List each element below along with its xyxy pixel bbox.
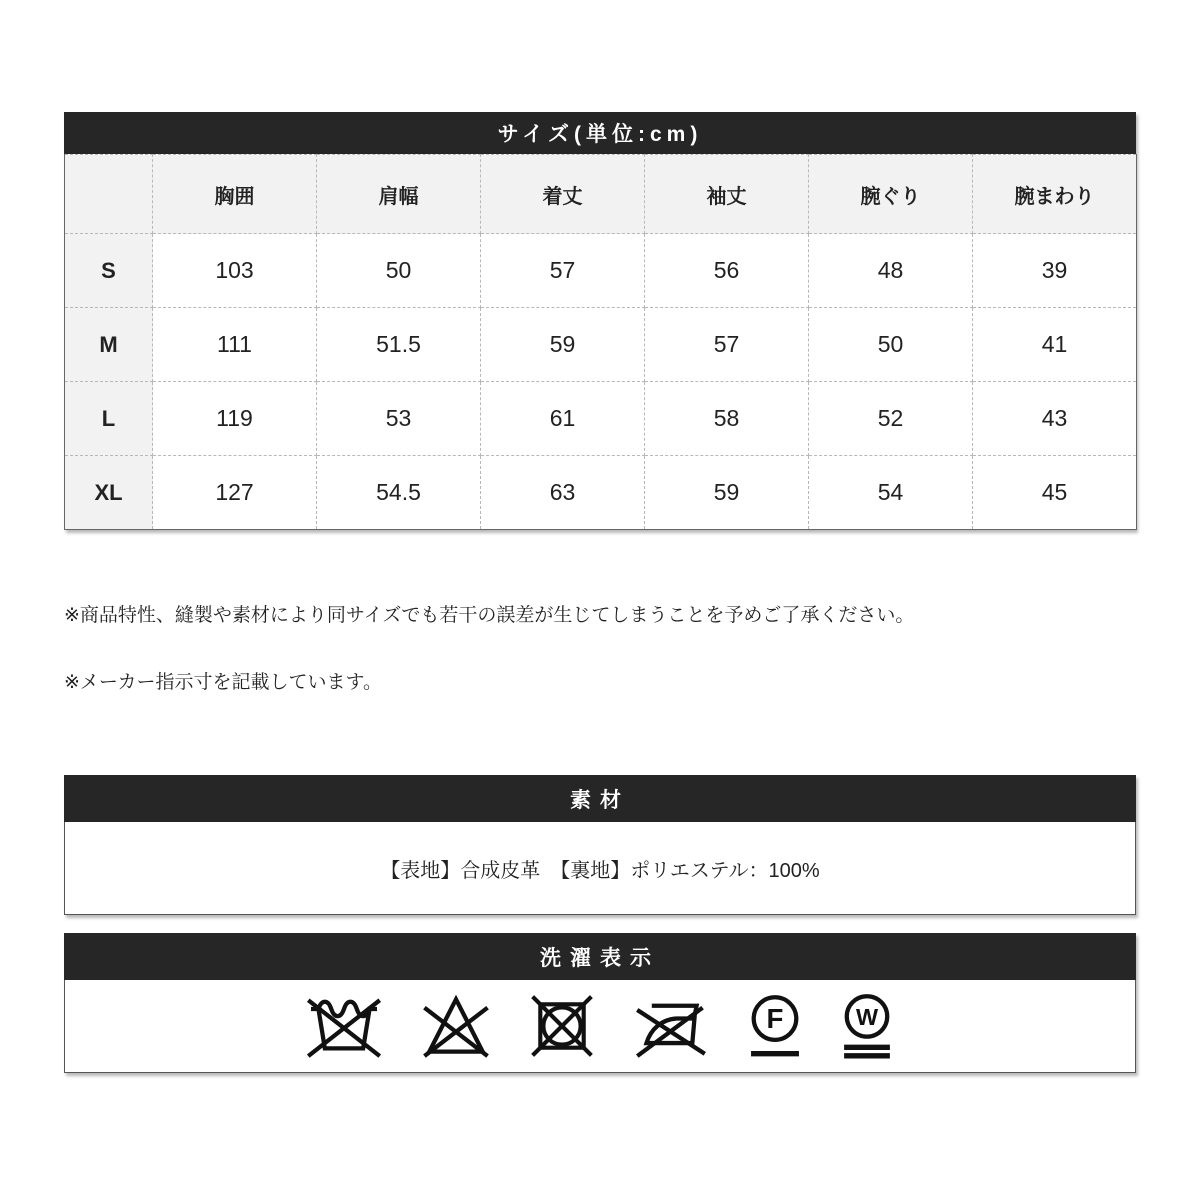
- size-cell: 43: [973, 382, 1137, 456]
- size-cell: 61: [481, 382, 645, 456]
- size-cell: 57: [645, 308, 809, 382]
- table-row-m: [65, 308, 1137, 382]
- dry-clean-F-icon: [749, 993, 801, 1059]
- size-cell: 59: [645, 456, 809, 530]
- size-table-section: [64, 112, 1136, 530]
- size-cell: 63: [481, 456, 645, 530]
- size-cell: 51.5: [317, 308, 481, 382]
- wet-clean-letter: W: [855, 1003, 879, 1030]
- size-cell: 58: [645, 382, 809, 456]
- column-header-length: 着丈: [481, 155, 645, 234]
- table-row-l: [65, 382, 1137, 456]
- care-caption: 洗濯表示: [64, 933, 1136, 980]
- size-cell: 127: [153, 456, 317, 530]
- size-cell: 119: [153, 382, 317, 456]
- size-label-m: M: [65, 308, 153, 382]
- size-table-caption: サイズ(単位:cm): [64, 112, 1136, 154]
- table-row-s: [65, 234, 1137, 308]
- do-not-wash-icon: [307, 993, 381, 1059]
- column-header-sleeve: 袖丈: [645, 155, 809, 234]
- note-size-tolerance: ※商品特性、縫製や素材により同サイズでも若干の誤差が生じてしまうことを予めご了承ください。: [64, 605, 915, 626]
- material-caption: 素材: [64, 775, 1136, 822]
- table-row-xl: [65, 456, 1137, 530]
- material-section: [64, 775, 1136, 915]
- size-label-xl: XL: [65, 456, 153, 530]
- size-label-s: S: [65, 234, 153, 308]
- size-table-header-row: [65, 155, 1137, 234]
- size-cell: 54.5: [317, 456, 481, 530]
- care-section: [64, 933, 1136, 1073]
- size-cell: 111: [153, 308, 317, 382]
- material-text: 【表地】合成皮革 【裏地】ポリエステル：100%: [380, 859, 820, 882]
- size-cell: 41: [973, 308, 1137, 382]
- note-manufacturer-measurements: ※メーカー指示寸を記載しています。: [64, 672, 383, 693]
- size-cell: 48: [809, 234, 973, 308]
- column-header-shoulder: 肩幅: [317, 155, 481, 234]
- size-label-l: L: [65, 382, 153, 456]
- size-cell: 39: [973, 234, 1137, 308]
- size-table: [64, 154, 1137, 530]
- wet-clean-W-icon: [841, 993, 893, 1059]
- size-cell: 50: [317, 234, 481, 308]
- do-not-bleach-icon: [421, 994, 491, 1058]
- dry-clean-letter: F: [766, 1003, 784, 1035]
- corner-cell: [65, 155, 153, 234]
- do-not-iron-icon: [633, 994, 709, 1058]
- size-cell: 56: [645, 234, 809, 308]
- size-cell: 57: [481, 234, 645, 308]
- do-not-tumble-dry-icon: [531, 995, 593, 1057]
- size-cell: 54: [809, 456, 973, 530]
- size-cell: 52: [809, 382, 973, 456]
- column-header-armhole: 腕ぐり: [809, 155, 973, 234]
- size-cell: 45: [973, 456, 1137, 530]
- size-cell: 53: [317, 382, 481, 456]
- size-cell: 50: [809, 308, 973, 382]
- care-symbols-row: [64, 980, 1136, 1073]
- size-cell: 59: [481, 308, 645, 382]
- column-header-arm-circumference: 腕まわり: [973, 155, 1137, 234]
- size-cell: 103: [153, 234, 317, 308]
- column-header-chest: 胸囲: [153, 155, 317, 234]
